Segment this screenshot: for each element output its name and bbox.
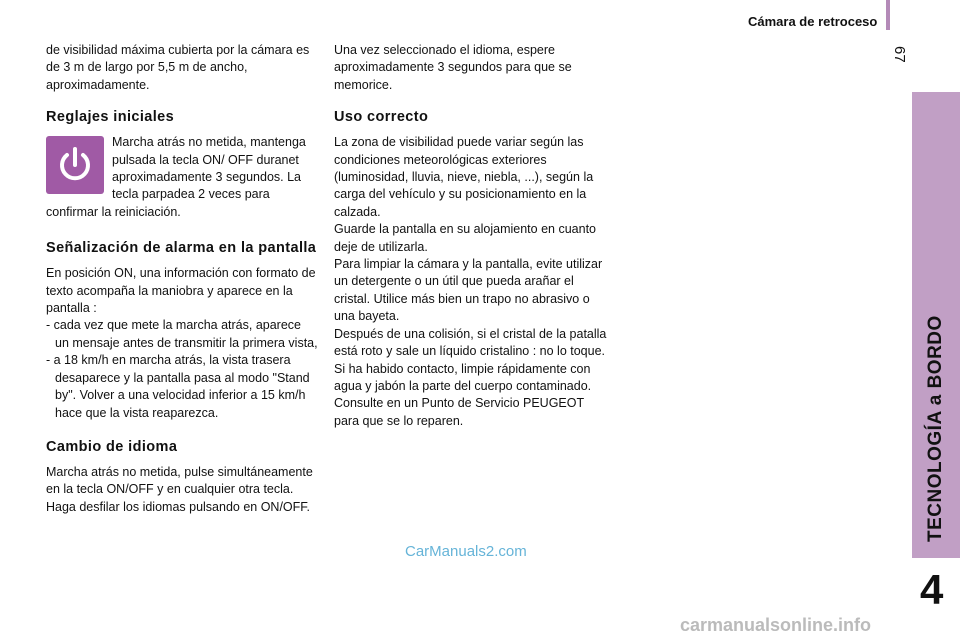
chapter-title: TECNOLOGÍA a BORDO — [925, 315, 946, 542]
idioma-text-2: Haga desfilar los idiomas pulsando en ON/OFF. — [46, 499, 311, 514]
heading-alarma: Señalización de alarma en la pantalla — [46, 240, 317, 257]
section-title: Cámara de retroceso — [748, 14, 878, 29]
list-item: - cada vez que mete la marcha atrás, aparece un mensaje antes de transmitir la primera vista, — [46, 318, 318, 350]
reglajes-text: Marcha atrás no metida, mantenga pulsada la tecla ON/ OFF duranet aproximadamente 3 segundos. La tecla parpadea 2 veces para confirmar la reiniciación. — [46, 135, 306, 219]
intro-text-right: Una vez seleccionado el idioma, espere aproximadamente 3 segundos para que se memorice. — [334, 43, 572, 92]
uso-paragraph-4: Después de una colisión, si el cristal de la patalla está roto y sale un líquido cristalino : no lo toque. Si ha habido contacto, limpie rápidamente con agua y jabón la parte del cuerpo contaminado. Consulte en un Punto de Servicio PEUGEOT para que se lo reparen. — [334, 326, 607, 428]
heading-uso: Uso correcto — [334, 109, 429, 126]
alarma-text: En posición ON, una información con formato de texto acompaña la maniobra y aparece en la pantalla : — [46, 266, 316, 316]
heading-reglajes: Reglajes iniciales — [46, 109, 175, 126]
uso-paragraph-1: La zona de visibilidad puede variar según las condiciones meteorológicas exteriores (luminosidad, lluvia, nieve, niebla, ...), según la carga del vehículo y su posicionamiento en la calzada. — [334, 135, 594, 219]
list-item: - a 18 km/h en marcha atrás, la vista trasera desaparece y la pantalla pasa al modo "Stand by". Volver a una velocidad inferior a 15 km/h hace que la vista reaparezca. — [46, 353, 310, 420]
left-column — [46, 42, 318, 516]
idioma-text: Marcha atrás no metida, pulse simultáneamente en la tecla ON/OFF y en cualquier otra tecla. — [46, 464, 313, 497]
power-icon — [46, 136, 104, 194]
watermark-link: CarManuals2.com — [405, 543, 527, 560]
uso-paragraph-3: Para limpiar la cámara y la pantalla, evite utilizar un detergente o un útil que pueda arañar el cristal. Utilice más bien un trapo no abrasivo o una bayeta. — [334, 257, 603, 324]
right-column — [334, 42, 612, 430]
intro-text: de visibilidad máxima cubierta por la cámara es de 3 m de largo por 5,5 m de ancho, aproximadamente. — [46, 43, 310, 92]
page-number: 67 — [891, 46, 908, 63]
chapter-number: 4 — [920, 566, 944, 613]
watermark-footer: carmanualsonline.info — [680, 615, 872, 635]
uso-paragraph-2: Guarde la pantalla en su alojamiento en cuanto deje de utilizarla. — [334, 222, 596, 254]
heading-idioma: Cambio de idioma — [46, 438, 178, 455]
header-rule — [886, 0, 890, 30]
